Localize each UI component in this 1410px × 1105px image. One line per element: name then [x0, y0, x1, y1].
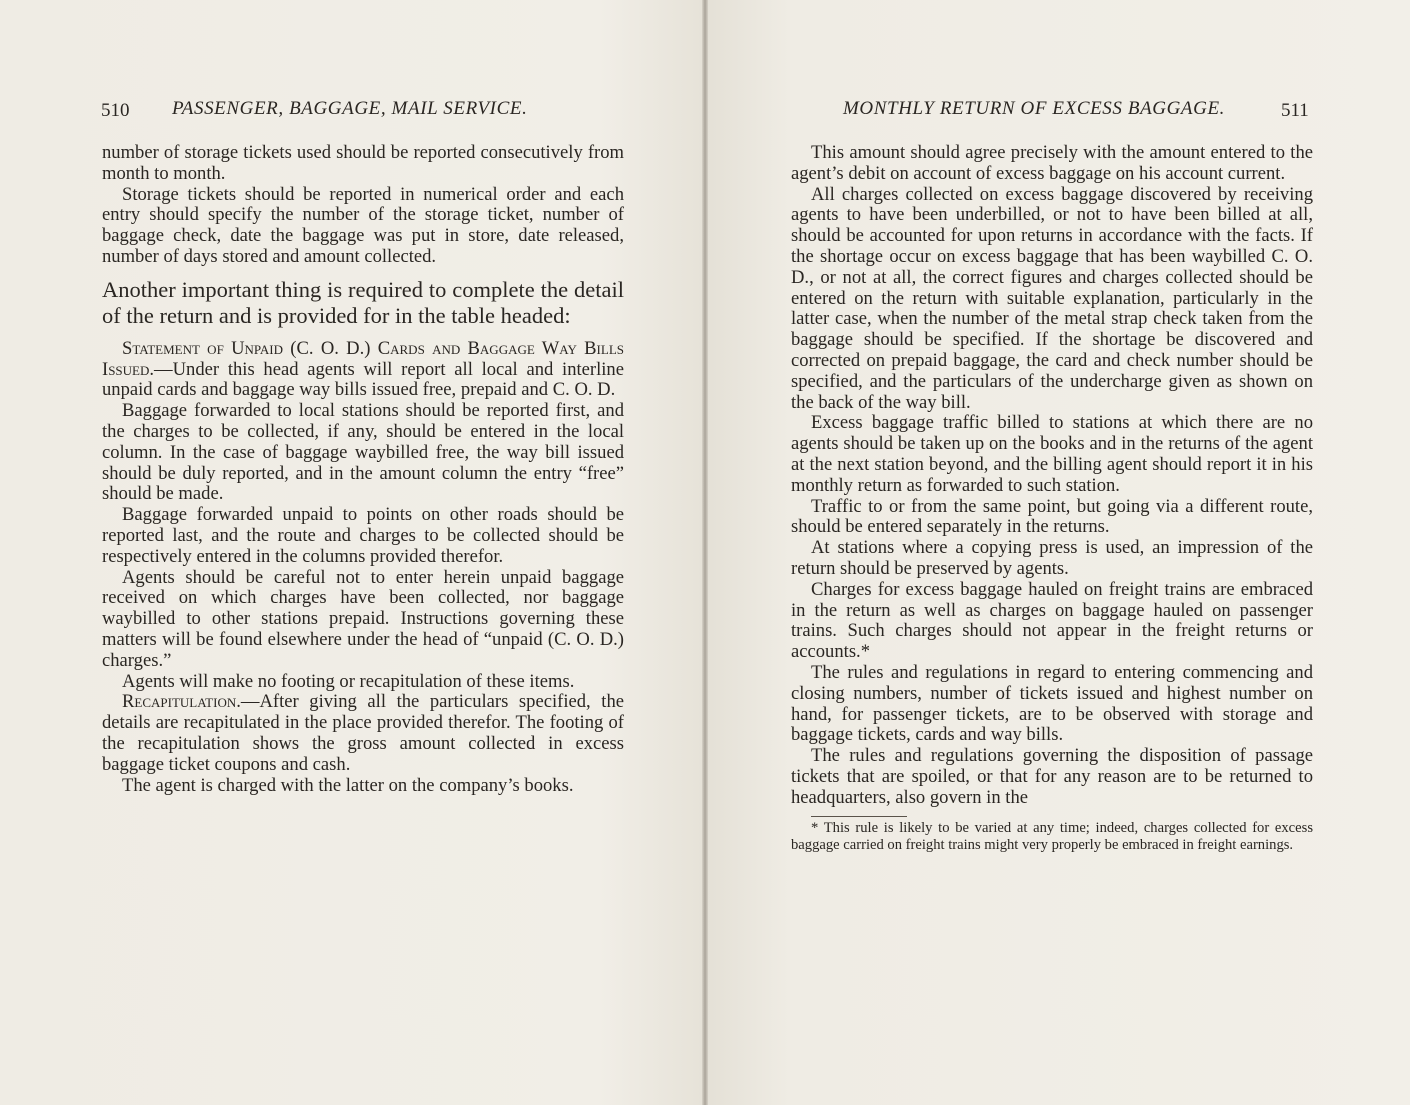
right-paragraph: All charges collected on excess baggage discovered by receiving agents to have been underbilled, or not to have been billed at all, should be accounted for upon returns in accordance with the facts. If the shortage occur on excess baggage that has been waybilled C. O. D., or not at all, the correct figures and charges collected should be entered on the return with suitable explanation, particularly in the latter case, when the number of the metal strap check taken from the baggage should be specified. If the shortage be discovered and corrected on prepaid baggage, the card and check number should be specified, and the particulars of the undercharge given as shown on the back of the way bill.: [791, 183, 1313, 413]
right-paragraph: This amount should agree precisely with the amount entered to the agent’s debit on account of excess baggage on his account current.: [791, 142, 1313, 184]
right-running-head: MONTHLY RETURN OF EXCESS BAGGAGE.: [843, 98, 1225, 119]
left-page-number: 510: [101, 100, 130, 121]
right-paragraph: Charges for excess baggage hauled on freight trains are embraced in the return as well as charges on baggage hauled on passenger trains. Such charges should not appear in the freight returns or accounts.*: [791, 578, 1313, 663]
footnote-rule: [811, 816, 907, 817]
right-paragraph: At stations where a copying press is used, an impression of the return should be preserved by agents.: [791, 537, 1313, 579]
statement-paragraph: [102, 339, 624, 401]
footnote: * This rule is likely to be varied at any time; indeed, charges collected for excess baggage carried on freight trains might very properly be embraced in freight earnings.: [791, 819, 1313, 853]
right-body-text: [791, 143, 1313, 854]
recap-heading: Recapitulation.: [122, 691, 241, 713]
statement-body: —Under this head agents will report all local and interline unpaid cards and baggage way bills issued free, prepaid and C. O. D.: [102, 358, 624, 401]
left-paragraph: The agent is charged with the latter on the company’s books.: [122, 774, 574, 796]
left-paragraph: Agents should be careful not to enter herein unpaid baggage received on which charges have been collected, nor baggage waybilled to other stations prepaid. Instructions governing these matters will be found elsewhere under the head of “unpaid (C. O. D.) charges.”: [102, 566, 624, 671]
left-running-head: PASSENGER, BAGGAGE, MAIL SERVICE.: [172, 98, 528, 119]
right-page-number: 511: [1281, 100, 1309, 121]
recap-body: —After giving all the particulars specified, the details are recapitulated in the place provided therefor. The footing of the recapitulation shows the gross amount collected in excess baggage ticket coupons and cash.: [102, 691, 624, 775]
right-paragraph: The rules and regulations in regard to entering commencing and closing numbers, number of tickets issued and highest number on hand, for passenger tickets, are to be observed with storage and baggage tickets, cards and way bills.: [791, 661, 1313, 746]
right-paragraph: Excess baggage traffic billed to stations at which there are no agents should be taken up on the books and in the returns of the agent at the next station beyond, and the billing agent should report it in his monthly return as forwarded to such station.: [791, 412, 1313, 496]
left-paragraph: number of storage tickets used should be reported consecutively from month to month.: [102, 142, 624, 184]
statement-heading: Statement of Unpaid (C. O. D.) Cards and Baggage Way Bills Issued.: [102, 337, 624, 380]
book-gutter: [702, 0, 708, 1105]
recap-paragraph: [102, 692, 624, 775]
left-body-text: [102, 143, 624, 796]
left-paragraph: Agents will make no footing or recapitulation of these items.: [122, 670, 575, 692]
right-page: [705, 0, 1410, 1105]
lead-paragraph: Another important thing is required to complete the detail of the return and is provided for in the table headed:: [102, 276, 624, 328]
left-paragraph: Baggage forwarded unpaid to points on other roads should be reported last, and the route and charges to be collected should be respectively entered in the columns provided therefor.: [102, 504, 624, 567]
right-paragraph: The rules and regulations governing the disposition of passage tickets that are spoiled, or that for any reason are to be returned to headquarters, also govern in the: [791, 745, 1313, 808]
left-paragraph: Storage tickets should be reported in numerical order and each entry should specify the number of the storage ticket, number of baggage check, date the baggage was put in store, date released, number of days stored and amount collected.: [102, 183, 624, 267]
left-paragraph: Baggage forwarded to local stations should be reported first, and the charges to be collected, if any, should be entered in the local column. In the case of baggage waybilled free, the way bill issued should be duly reported, and in the amount column the entry “free” should be made.: [102, 400, 624, 505]
right-paragraph: Traffic to or from the same point, but going via a different route, should be entered separately in the returns.: [791, 495, 1313, 538]
